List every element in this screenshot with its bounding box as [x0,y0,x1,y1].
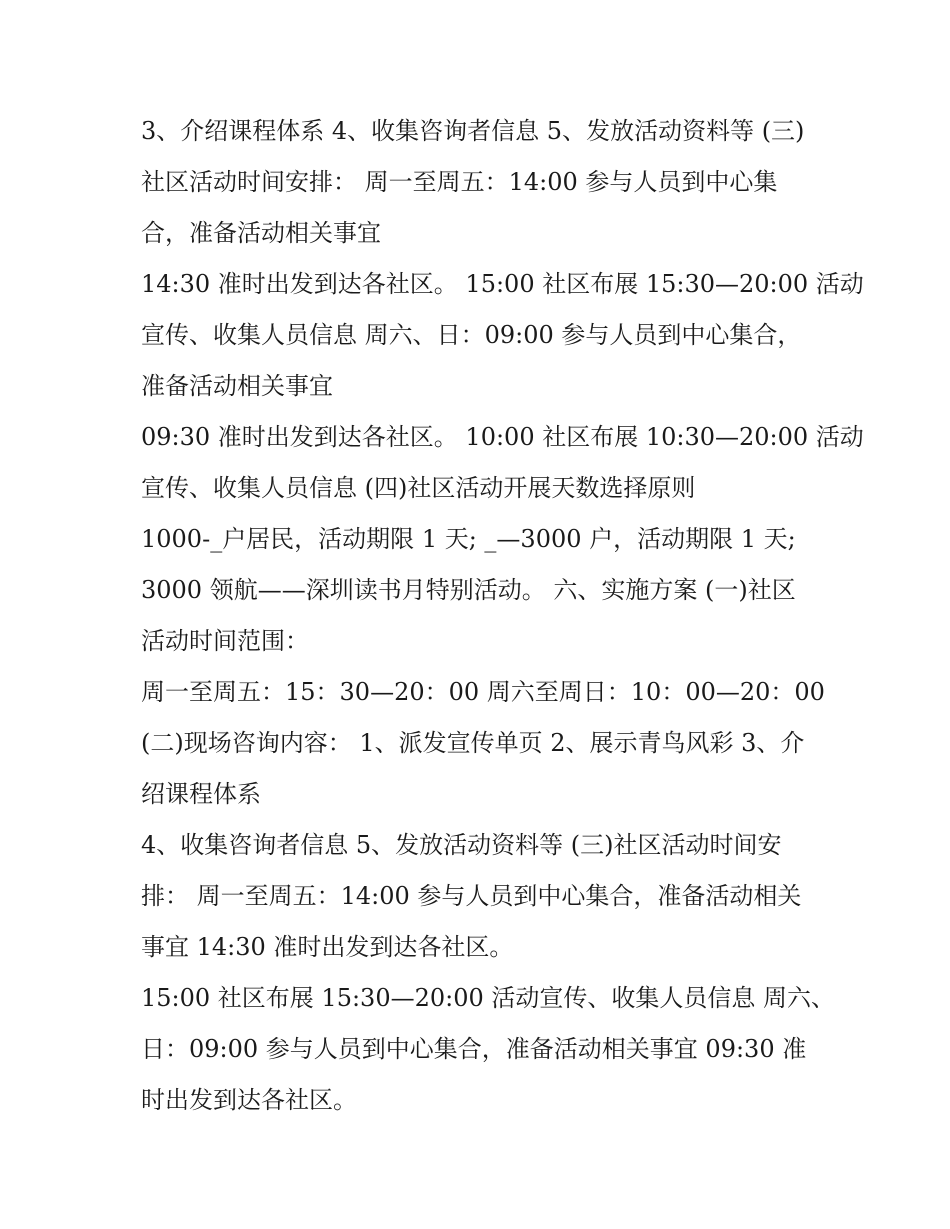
text-line: 社区活动时间安排： 周一至周五：14:00 参与人员到中心集 [141,168,778,196]
text-line: 活动时间范围： [141,627,309,655]
text-line: 09:30 准时出发到达各社区。 10:00 社区布展 10:30—20:00 活动 [141,423,864,451]
text-line: 14:30 准时出发到达各社区。 15:00 社区布展 15:30—20:00 活动 [141,270,864,298]
document-body [141,106,864,1126]
text-line: 1000-_户居民，活动期限 1 天; _—3000 户，活动期限 1 天; [141,525,796,553]
text-line: 合，准备活动相关事宜 [141,219,381,247]
text-line: 绍课程体系 [141,780,261,808]
text-line: 排： 周一至周五：14:00 参与人员到中心集合，准备活动相关 [141,882,802,910]
text-line: 准备活动相关事宜 [141,372,333,400]
text-line: 日：09:00 参与人员到中心集合，准备活动相关事宜 09:30 准 [141,1035,807,1063]
text-line: 宣传、收集人员信息 周六、日：09:00 参与人员到中心集合， [141,321,802,349]
text-line: 4、收集咨询者信息 5、发放活动资料等 (三)社区活动时间安 [141,831,782,859]
text-line: 周一至周五：15：30—20：00 周六至周日：10：00—20：00 [141,678,825,706]
text-line: 宣传、收集人员信息 (四)社区活动开展天数选择原则 [141,474,696,502]
text-line: 时出发到达各社区。 [141,1086,357,1114]
text-line: 15:00 社区布展 15:30—20:00 活动宣传、收集人员信息 周六、 [141,984,836,1012]
text-line: (二)现场咨询内容： 1、派发宣传单页 2、展示青鸟风彩 3、介 [141,729,805,757]
text-line: 3000 领航——深圳读书月特别活动。 六、实施方案 (一)社区 [141,576,796,604]
text-line: 3、介绍课程体系 4、收集咨询者信息 5、发放活动资料等 (三) [141,117,805,145]
text-line: 事宜 14:30 准时出发到达各社区。 [141,933,514,961]
